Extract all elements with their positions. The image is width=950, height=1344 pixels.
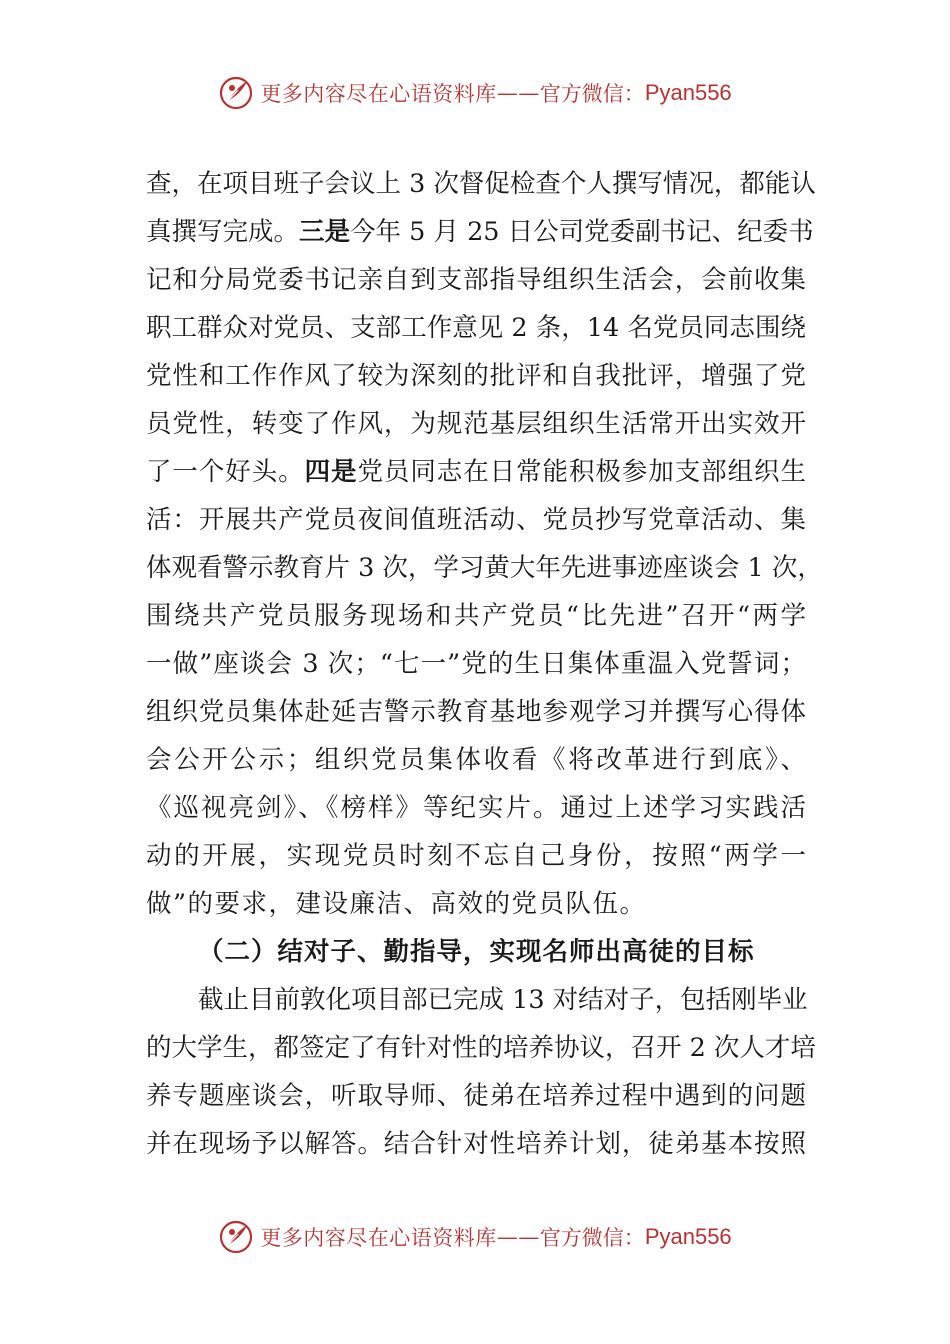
text-run: 体观看警示教育片 3 次，学习黄大年先进事迹座谈会 1 次， [146,553,823,583]
paragraph-line [146,640,806,688]
paragraph-line [146,736,806,784]
banner-dash: —— [496,1225,540,1249]
text-run: 做”的要求，建设廉洁、高效的党员队伍。 [146,889,647,919]
paragraph-line [146,976,806,1024]
text-run: 党性和工作作风了较为深刻的批评和自我批评，增强了党 [146,361,806,391]
paragraph-line [146,880,806,928]
text-run: 今年 5 月 25 日公司党委副书记、纪委书 [350,217,814,247]
paragraph-line [146,832,806,880]
text-run: 围绕共产党员服务现场和共产党员“比先进”召开“两学 [146,601,806,631]
banner-slogan: 更多内容尽在心语资料库 [260,1226,497,1250]
paragraph-line [146,592,806,640]
text-run: 截止目前敦化项目部已完成 13 对结对子，包括刚毕业 [198,985,808,1015]
text-run: 并在现场予以解答。结合针对性培养计划，徒弟基本按照 [146,1129,806,1159]
document-body [146,160,823,1168]
paragraph-line [146,496,806,544]
quill-logo-icon [218,75,254,111]
text-run: 会公开公示；组织党员集体收看《将改革进行到底》、 [146,745,806,775]
text-run: 活：开展共产党员夜间值班活动、党员抄写党章活动、集 [146,505,806,535]
paragraph-line [146,256,806,304]
paragraph-line [146,160,816,208]
paragraph-line [146,448,806,496]
text-run: 职工群众对党员、支部工作意见 2 条，14 名党员同志围绕 [146,313,806,343]
paragraph-line [146,688,806,736]
paragraph-line [146,544,823,592]
banner-dash: —— [496,81,540,105]
paragraph-line [146,1024,816,1072]
text-run: 动的开展，实现党员时刻不忘自己身份，按照“两学一 [146,841,806,871]
footer-banner [0,1212,950,1262]
text-run: （二）结对子、勤指导，实现名师出高徒的目标 [198,937,755,967]
text-run: 养专题座谈会，听取导师、徒弟在培养过程中遇到的问题 [146,1081,806,1111]
text-run: 真撰写完成。 [146,217,300,247]
paragraph-line [146,1072,806,1120]
text-run: 《巡视亮剑》、《榜样》等纪实片。通过上述学习实践活 [146,793,806,823]
paragraph-line [146,784,806,832]
banner-wechat-label: 官方微信： [539,82,645,106]
text-run: 记和分局党委书记亲自到支部指导组织生活会，会前收集 [146,265,806,295]
section-heading [146,928,806,976]
text-run: 一做”座谈会 3 次；“七一”党的生日集体重温入党誓词； [146,649,806,679]
paragraph-line [146,1120,806,1168]
header-banner [0,68,950,118]
text-run: 的大学生，都签定了有针对性的培养协议，召开 2 次人才培 [146,1033,816,1063]
text-run: 员党性，转变了作风，为规范基层组织生活常开出实效开 [146,409,806,439]
banner-wechat-id: Pyan556 [644,80,732,105]
text-run: 党员同志在日常能积极参加支部组织生 [357,457,806,487]
paragraph-line [146,400,806,448]
banner-slogan: 更多内容尽在心语资料库 [260,82,497,106]
text-run: 查，在项目班子会议上 3 次督促检查个人撰写情况，都能认 [146,169,816,199]
text-run: 了一个好头。 [146,457,305,487]
paragraph-line [146,352,806,400]
paragraph-line [146,304,806,352]
emphasis-text: 三是 [299,217,351,247]
banner-wechat-id: Pyan556 [644,1224,732,1249]
emphasis-text: 四是 [304,457,358,487]
quill-logo-icon [218,1219,254,1255]
paragraph-line [146,208,814,256]
banner-wechat-label: 官方微信： [539,1226,645,1250]
text-run: 组织党员集体赴延吉警示教育基地参观学习并撰写心得体 [146,697,806,727]
